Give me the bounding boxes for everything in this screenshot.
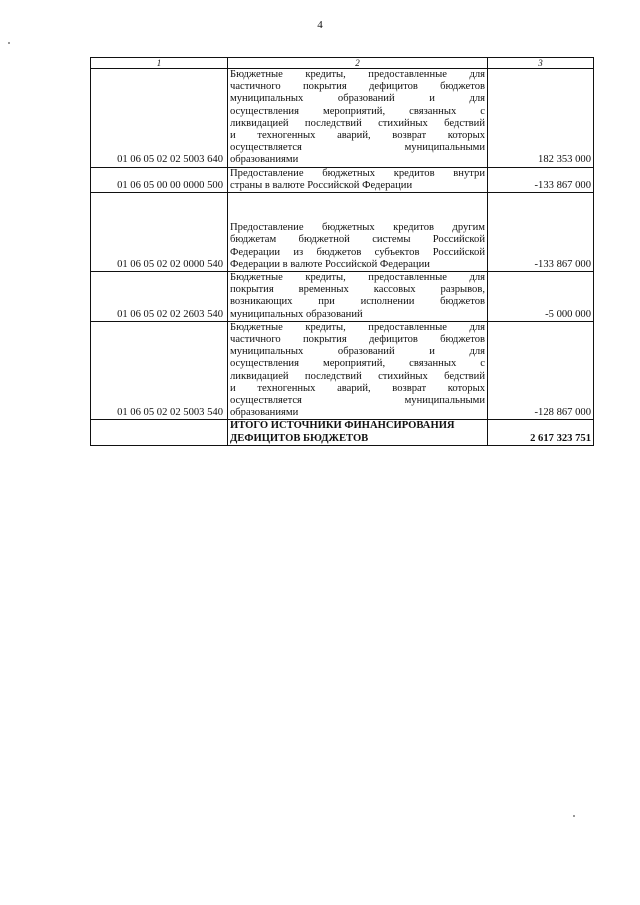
amount: -133 867 000 xyxy=(488,167,594,192)
item-name-line: частичного покрытия дефицитов бюджетов xyxy=(230,334,485,346)
item-name-line: муниципальных образований и для xyxy=(230,346,485,358)
item-name-line: ликвидацией последствий стихийных бедствий xyxy=(230,117,485,129)
budget-code: 01 06 05 00 00 0000 500 xyxy=(91,167,228,192)
table-row xyxy=(91,272,594,322)
column-number-3: 3 xyxy=(488,58,594,69)
page-number: 4 xyxy=(317,19,323,31)
item-name-line: Федерации из бюджетов субъектов Российской xyxy=(230,246,485,258)
item-name-line: Бюджетные кредиты, предоставленные для xyxy=(230,321,485,333)
table-row xyxy=(91,321,594,420)
item-name-line: и техногенных аварий, возврат которых xyxy=(230,130,485,142)
total-amount: 2 617 323 751 xyxy=(488,420,594,445)
item-name xyxy=(228,193,488,272)
column-number-row xyxy=(91,58,594,69)
budget-code: 01 06 05 02 02 5003 640 xyxy=(91,69,228,168)
table-row xyxy=(91,193,594,272)
item-name-line: Предоставление бюджетных кредитов внутри xyxy=(230,167,485,179)
amount: -128 867 000 xyxy=(488,321,594,420)
column-number-2: 2 xyxy=(228,58,488,69)
item-name-line: Федерации в валюте Российской Федерации xyxy=(230,258,430,270)
item-name-line: осуществления мероприятий, связанных с xyxy=(230,105,485,117)
item-name-line: страны в валюте Российской Федерации xyxy=(230,179,413,191)
item-name xyxy=(228,69,488,168)
item-name-line: и техногенных аварий, возврат которых xyxy=(230,382,485,394)
table-row xyxy=(91,167,594,192)
total-label-line: ИТОГО ИСТОЧНИКИ ФИНАНСИРОВАНИЯ xyxy=(230,420,455,432)
total-row xyxy=(91,420,594,445)
item-name xyxy=(228,321,488,420)
item-name-line: Бюджетные кредиты, предоставленные для xyxy=(230,272,485,284)
budget-code: 01 06 05 02 02 5003 540 xyxy=(91,321,228,420)
financing-sources-table xyxy=(90,57,594,446)
item-name-line: осуществляется муниципальными xyxy=(230,395,485,407)
budget-code: 01 06 05 02 02 2603 540 xyxy=(91,272,228,322)
item-name-line: покрытия временных кассовых разрывов, xyxy=(230,284,485,296)
budget-code xyxy=(91,420,228,445)
item-name-line: бюджетам бюджетной системы Российской xyxy=(230,234,485,246)
scan-speck xyxy=(8,42,10,44)
item-name-line: Бюджетные кредиты, предоставленные для xyxy=(230,69,485,80)
item-name-line: частичного покрытия дефицитов бюджетов xyxy=(230,81,485,93)
item-name-line: осуществления мероприятий, связанных с xyxy=(230,358,485,370)
total-label-line: ДЕФИЦИТОВ БЮДЖЕТОВ xyxy=(230,432,369,444)
item-name-line: возникающих при исполнении бюджетов xyxy=(230,296,485,308)
amount: 182 353 000 xyxy=(488,69,594,168)
item-name-line: ликвидацией последствий стихийных бедствий xyxy=(230,370,485,382)
item-name-line: муниципальных образований xyxy=(230,308,363,320)
item-name-line: образованиями xyxy=(230,154,299,166)
item-name-line: образованиями xyxy=(230,407,299,419)
item-name xyxy=(228,167,488,192)
item-name-line: муниципальных образований и для xyxy=(230,93,485,105)
scan-speck xyxy=(573,815,575,817)
item-name xyxy=(228,272,488,322)
amount: -133 867 000 xyxy=(488,193,594,272)
column-number-1: 1 xyxy=(91,58,228,69)
total-label xyxy=(228,420,488,445)
amount: -5 000 000 xyxy=(488,272,594,322)
table-row xyxy=(91,69,594,168)
item-name-line: Предоставление бюджетных кредитов другим xyxy=(230,222,485,234)
item-name-line: осуществляется муниципальными xyxy=(230,142,485,154)
budget-code: 01 06 05 02 02 0000 540 xyxy=(91,193,228,272)
